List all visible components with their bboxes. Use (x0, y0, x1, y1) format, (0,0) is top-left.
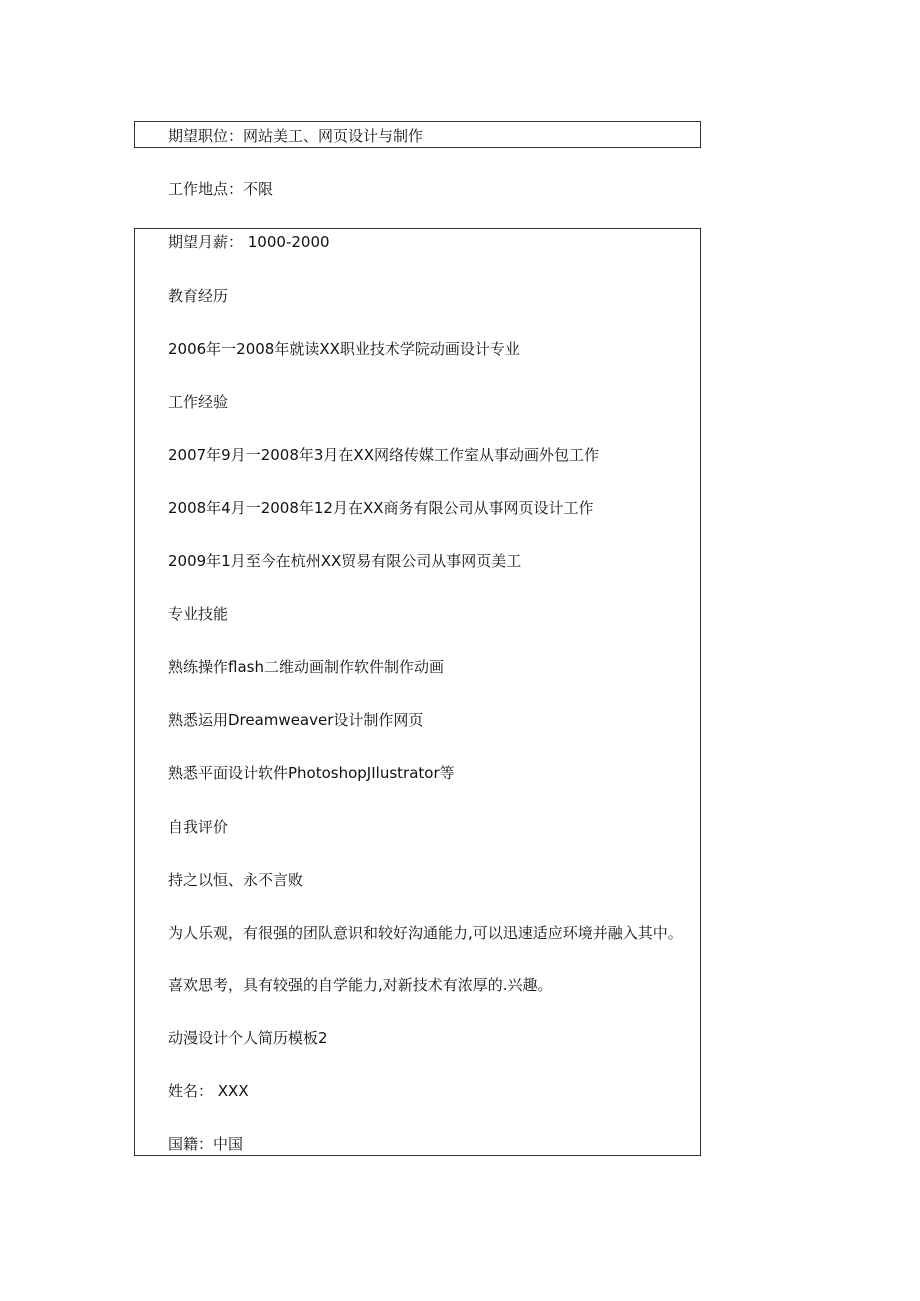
skill-entry-2: 熟悉运用Dreamweaver设计制作网页 (168, 711, 424, 729)
skill-entry-1: 熟练操作flash二维动画制作软件制作动画 (168, 658, 444, 676)
resume-content-box (134, 228, 701, 1156)
self-eval-entry-2: 为人乐观，有很强的团队意识和较好沟通能力,可以迅速适应环境并融入其中。 (168, 924, 683, 942)
experience-heading: 工作经验 (168, 393, 229, 411)
work-location: 工作地点：不限 (168, 180, 274, 198)
education-entry: 2006年一2008年就读XX职业技术学院动画设计专业 (168, 340, 520, 358)
education-heading: 教育经历 (168, 287, 229, 305)
experience-entry-3: 2009年1月至今在杭州XX贸易有限公司从事网页美工 (168, 552, 522, 570)
self-eval-entry-1: 持之以恒、永不言败 (168, 871, 304, 889)
experience-entry-2: 2008年4月一2008年12月在XX商务有限公司从事网页设计工作 (168, 499, 594, 517)
experience-entry-1: 2007年9月一2008年3月在XX网络传媒工作室从事动画外包工作 (168, 446, 599, 464)
template2-title: 动漫设计个人简历模板2 (168, 1029, 328, 1047)
nationality-field: 国籍：中国 (168, 1135, 244, 1153)
self-eval-entry-3: 喜欢思考，具有较强的自学能力,对新技术有浓厚的.兴趣。 (168, 976, 553, 994)
skills-heading: 专业技能 (168, 605, 229, 623)
name-field: 姓名： XXX (168, 1082, 249, 1100)
skill-entry-3: 熟悉平面设计软件PhotoshopJIlustrator等 (168, 764, 455, 782)
expected-salary: 期望月薪： 1000-2000 (168, 233, 330, 251)
self-eval-heading: 自我评价 (168, 818, 229, 836)
expected-position: 期望职位：网站美工、网页设计与制作 (168, 127, 424, 145)
